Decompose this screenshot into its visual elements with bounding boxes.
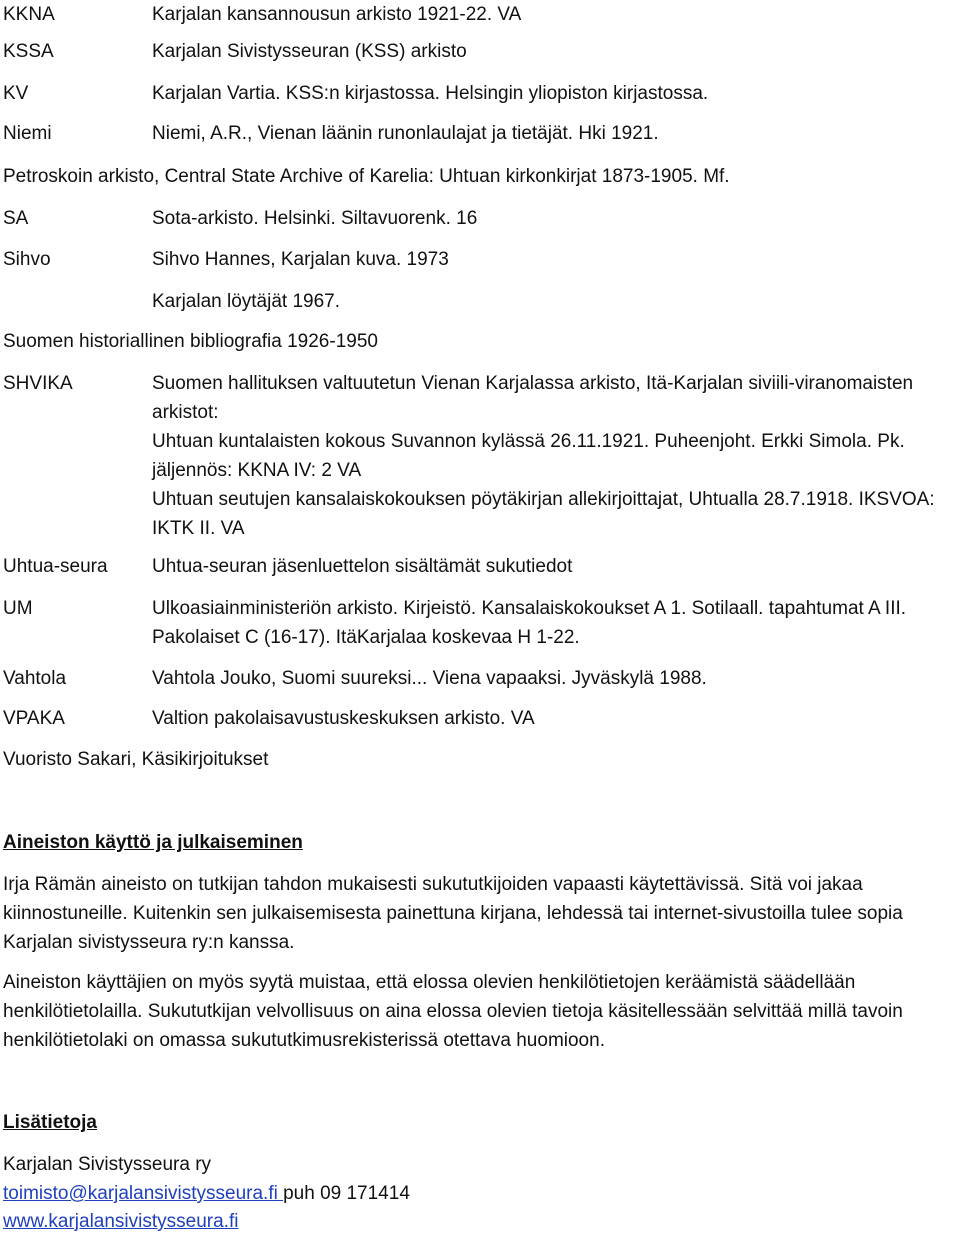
source-abbr: UM <box>3 598 33 619</box>
source-abbr: SHVIKA <box>3 373 73 394</box>
source-abbr: Sihvo <box>3 249 51 270</box>
source-abbr: SA <box>3 208 29 229</box>
source-abbr: KKNA <box>3 4 55 25</box>
source-desc: Valtion pakolaisavustuskeskuksen arkisto. VA <box>152 708 535 729</box>
source-desc: Karjalan Vartia. KSS:n kirjastossa. Helsingin yliopiston kirjastossa. <box>152 83 709 104</box>
source-desc: Niemi, A.R., Vienan läänin runonlaulajat ja tietäjät. Hki 1921. <box>152 123 659 144</box>
source-desc: Karjalan Sivistysseuran (KSS) arkisto <box>152 41 467 62</box>
shvika-line: Suomen hallituksen valtuutetun Vienan Karjalassa arkisto, Itä-Karjalan siviili-viranomaisten arkistot: <box>152 373 914 423</box>
source-desc: Vahtola Jouko, Suomi suureksi... Viena vapaaksi. Jyväskylä 1988. <box>152 668 707 689</box>
contact-heading: Lisätietoja <box>3 1112 97 1133</box>
source-desc: Karjalan kansannousun arkisto 1921-22. VA <box>152 4 522 25</box>
contact-email-line <box>3 1179 958 1208</box>
source-abbr: Niemi <box>3 123 52 144</box>
contact-org: Karjalan Sivistysseura ry <box>3 1154 212 1175</box>
source-desc: Uhtua-seuran jäsenluettelon sisältämät sukutiedot <box>152 556 573 577</box>
source-abbr: KV <box>3 83 29 104</box>
source-abbr: KSSA <box>3 41 54 62</box>
contact-website-line <box>3 1207 958 1236</box>
source-abbr: Vahtola <box>3 668 67 689</box>
shvika-line: Uhtuan seutujen kansalaiskokouksen pöytäkirjan allekirjoittajat, Uhtualla 28.7.1918. IKSVOA: IKTK II. VA <box>152 489 935 539</box>
source-desc: Sota-arkisto. Helsinki. Siltavuorenk. 16 <box>152 208 478 229</box>
um-description: Ulkoasiainministeriön arkisto. Kirjeistö. Kansalaiskokoukset A 1. Sotilaall. tapahtumat A III. Pakolaiset C (16-17). ItäKarjalaa koskevaa H 1-22. <box>152 598 907 648</box>
shvika-description <box>152 369 942 543</box>
source-desc: Suomen historiallinen bibliografia 1926-1950 <box>3 331 378 352</box>
email-link[interactable]: toimisto@karjalansivistysseura.fi <box>3 1183 284 1204</box>
contact-phone: puh 09 171414 <box>283 1183 410 1204</box>
usage-paragraph: Irja Rämän aineisto on tutkijan tahdon mukaisesti sukututkijoiden vapaasti käytettävissä. Sitä voi jakaa kiinnostuneille. Kuitenkin sen julkaisemisesta painettuna kirjana, lehdessä tai internet-sivustoilla tulee sopia Karjalan sivistysseura ry:n kanssa. <box>3 874 903 953</box>
shvika-line: Uhtuan kuntalaisten kokous Suvannon kylässä 26.11.1921. Puheenjoht. Erkki Simola. Pk. jäljennös: KKNA IV: 2 VA <box>152 431 905 481</box>
source-abbr: VPAKA <box>3 708 65 729</box>
usage-paragraph: Aineiston käyttäjien on myös syytä muistaa, että elossa olevien henkilötietojen keräämistä säädellään henkilötietolailla. Sukututkijan velvollisuus on aina elossa olevien tietoja käsitellessään selvittää millä tavoin henkilötietolaki on omassa sukututkimusrekisterissä otettava huomioon. <box>3 972 903 1051</box>
source-desc: Sihvo Hannes, Karjalan kuva. 1973 <box>152 249 449 270</box>
usage-heading: Aineiston käyttö ja julkaiseminen <box>3 832 303 853</box>
website-link[interactable]: www.karjalansivistysseura.fi <box>3 1211 239 1232</box>
source-desc: Vuoristo Sakari, Käsikirjoitukset <box>3 749 269 770</box>
source-desc: Petroskoin arkisto, Central State Archive of Karelia: Uhtuan kirkonkirjat 1873-1905. Mf. <box>3 166 730 187</box>
source-abbr: Uhtua-seura <box>3 556 108 577</box>
source-desc: Karjalan löytäjät 1967. <box>152 291 341 312</box>
